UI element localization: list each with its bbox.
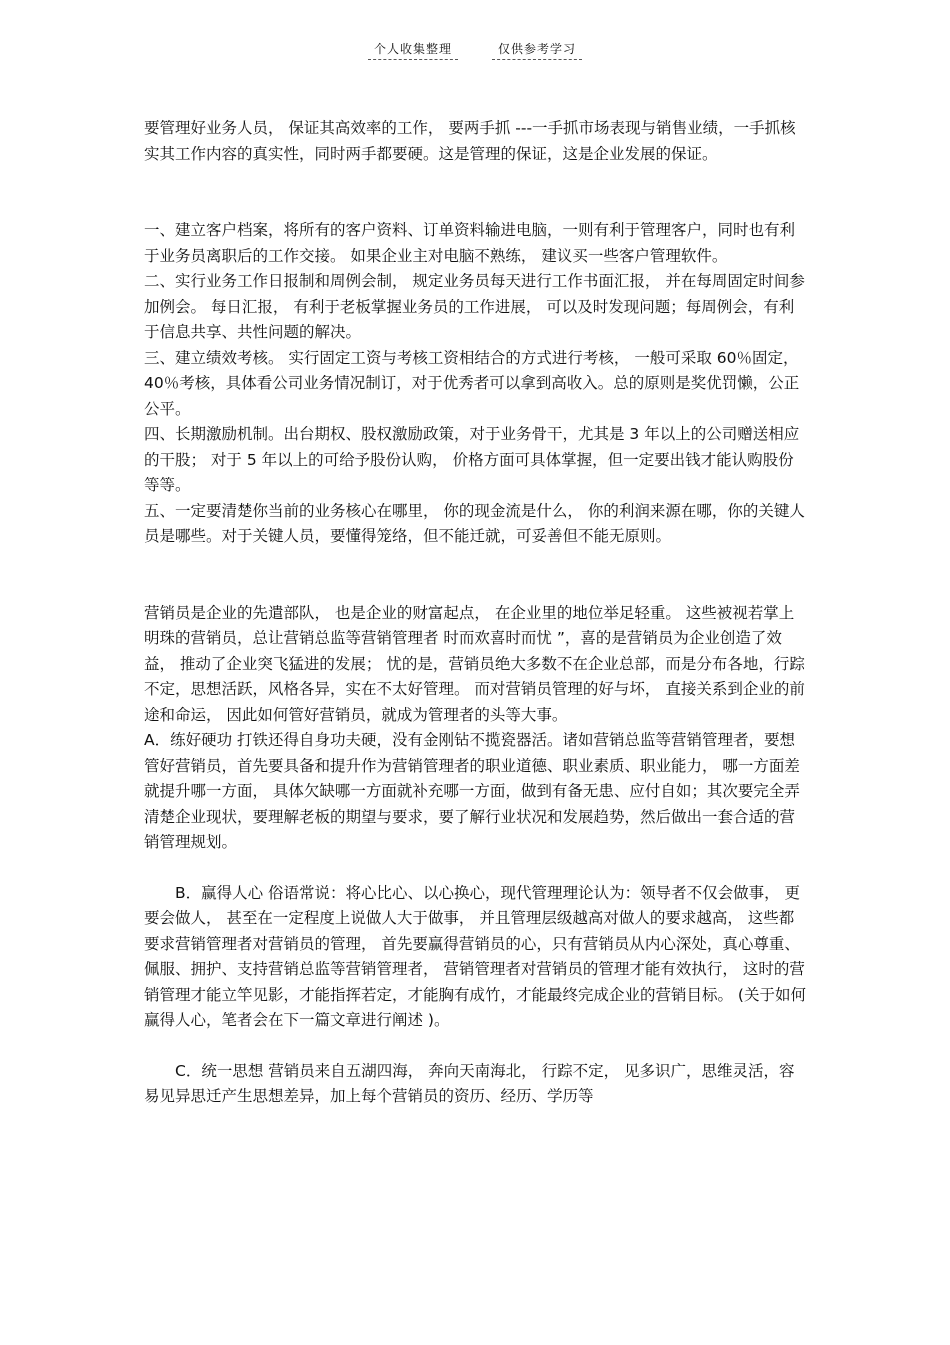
section-b-paragraph: B．赢得人心 俗语常说：将心比心、以心换心，现代管理理论认为：领导者不仅会做事， 更要会做人， 甚至在一定程度上说做人大于做事， 并且管理层级越高对做人的要求越高， 这些都要求营销管理者对营销员的管理， 首先要赢得营销员的心，只有营销员从内心深处，真心尊重、佩服、拥护、支持营销总监等营销管理者， 营销管理者对营销员的管理才能有效执行， 这时的营销管理才能立竿见影，才能指挥若定，才能胸有成竹，才能最终完成企业的营销目标。 (关于如何赢得人心，笔者会在下一篇文章进行阐述 )。	[144, 883, 806, 1029]
item-1-paragraph: 一、建立客户档案，将所有的客户资料、订单资料输进电脑，一则有利于管理客户，同时也有利于业务员离职后的工作交接。 如果企业主对电脑不熟练， 建议买一些客户管理软件。	[144, 221, 796, 265]
marketing-intro-paragraph: 营销员是企业的先遣部队， 也是企业的财富起点， 在企业里的地位举足轻重。 这些被视若掌上明珠的营销员，总让营销总监等营销管理者 时而欢喜时而忧 ”，喜的是营销员为企业创造了效益， 推动了企业突飞猛进的发展； 忧的是，营销员绝大多数不在企业总部，而是分布各地，行踪不定，思想活跃，风格各异，实在不太好管理。 而对营销员管理的好与坏， 直接关系到企业的前途和命运， 因此如何管好营销员，就成为管理者的头等大事。	[144, 603, 805, 724]
item-4-paragraph: 四、长期激励机制。出台期权、股权激励政策，对于业务骨干，尤其是 3 年以上的公司赠送相应的干股； 对于 5 年以上的可给予股份认购， 价格方面可具体掌握，但一定要出钱才能认购股份等等。	[144, 425, 800, 494]
section-c-paragraph: C．统一思想 营销员来自五湖四海， 奔向天南海北， 行踪不定， 见多识广，思维灵活，容易见异思迁产生思想差异，加上每个营销员的资历、经历、学历等	[144, 1061, 795, 1105]
page-header	[0, 40, 950, 60]
intro-paragraph: 要管理好业务人员， 保证其高效率的工作， 要两手抓 ---一手抓市场表现与销售业绩，一手抓核实其工作内容的真实性，同时两手都要硬。这是管理的保证，这是企业发展的保证。	[144, 119, 796, 163]
header-right-text: 仅供参考学习	[492, 40, 582, 60]
item-5-paragraph: 五、一定要清楚你当前的业务核心在哪里， 你的现金流是什么， 你的利润来源在哪，你的关键人员是哪些。对于关键人员，要懂得笼络，但不能迁就，可妥善但不能无原则。	[144, 501, 805, 545]
item-3-paragraph: 三、建立绩效考核。 实行固定工资与考核工资相结合的方式进行考核， 一般可采取 60％固定， 40％考核，具体看公司业务情况制订，对于优秀者可以拿到高收入。总的原则是奖优罚懒，公正公平。	[144, 348, 800, 418]
item-2-paragraph: 二、实行业务工作日报制和周例会制， 规定业务员每天进行工作书面汇报， 并在每周固定时间参加例会。 每日汇报， 有利于老板掌握业务员的工作进展， 可以及时发现问题；每周例会，有利于信息共享、共性问题的解决。	[144, 272, 805, 341]
section-a-paragraph: A．练好硬功 打铁还得自身功夫硬，没有金刚钻不揽瓷器活。诸如营销总监等营销管理者，要想管好营销员，首先要具备和提升作为营销管理者的职业道德、职业素质、职业能力， 哪一方面差就提升哪一方面， 具体欠缺哪一方面就补充哪一方面，做到有备无患、应付自如；其次要完全弄清楚企业现状，要理解老板的期望与要求，要了解行业状况和发展趋势，然后做出一套合适的营销管理规划。	[144, 731, 800, 851]
document-body	[144, 116, 808, 1110]
header-left-text: 个人收集整理	[368, 40, 458, 60]
